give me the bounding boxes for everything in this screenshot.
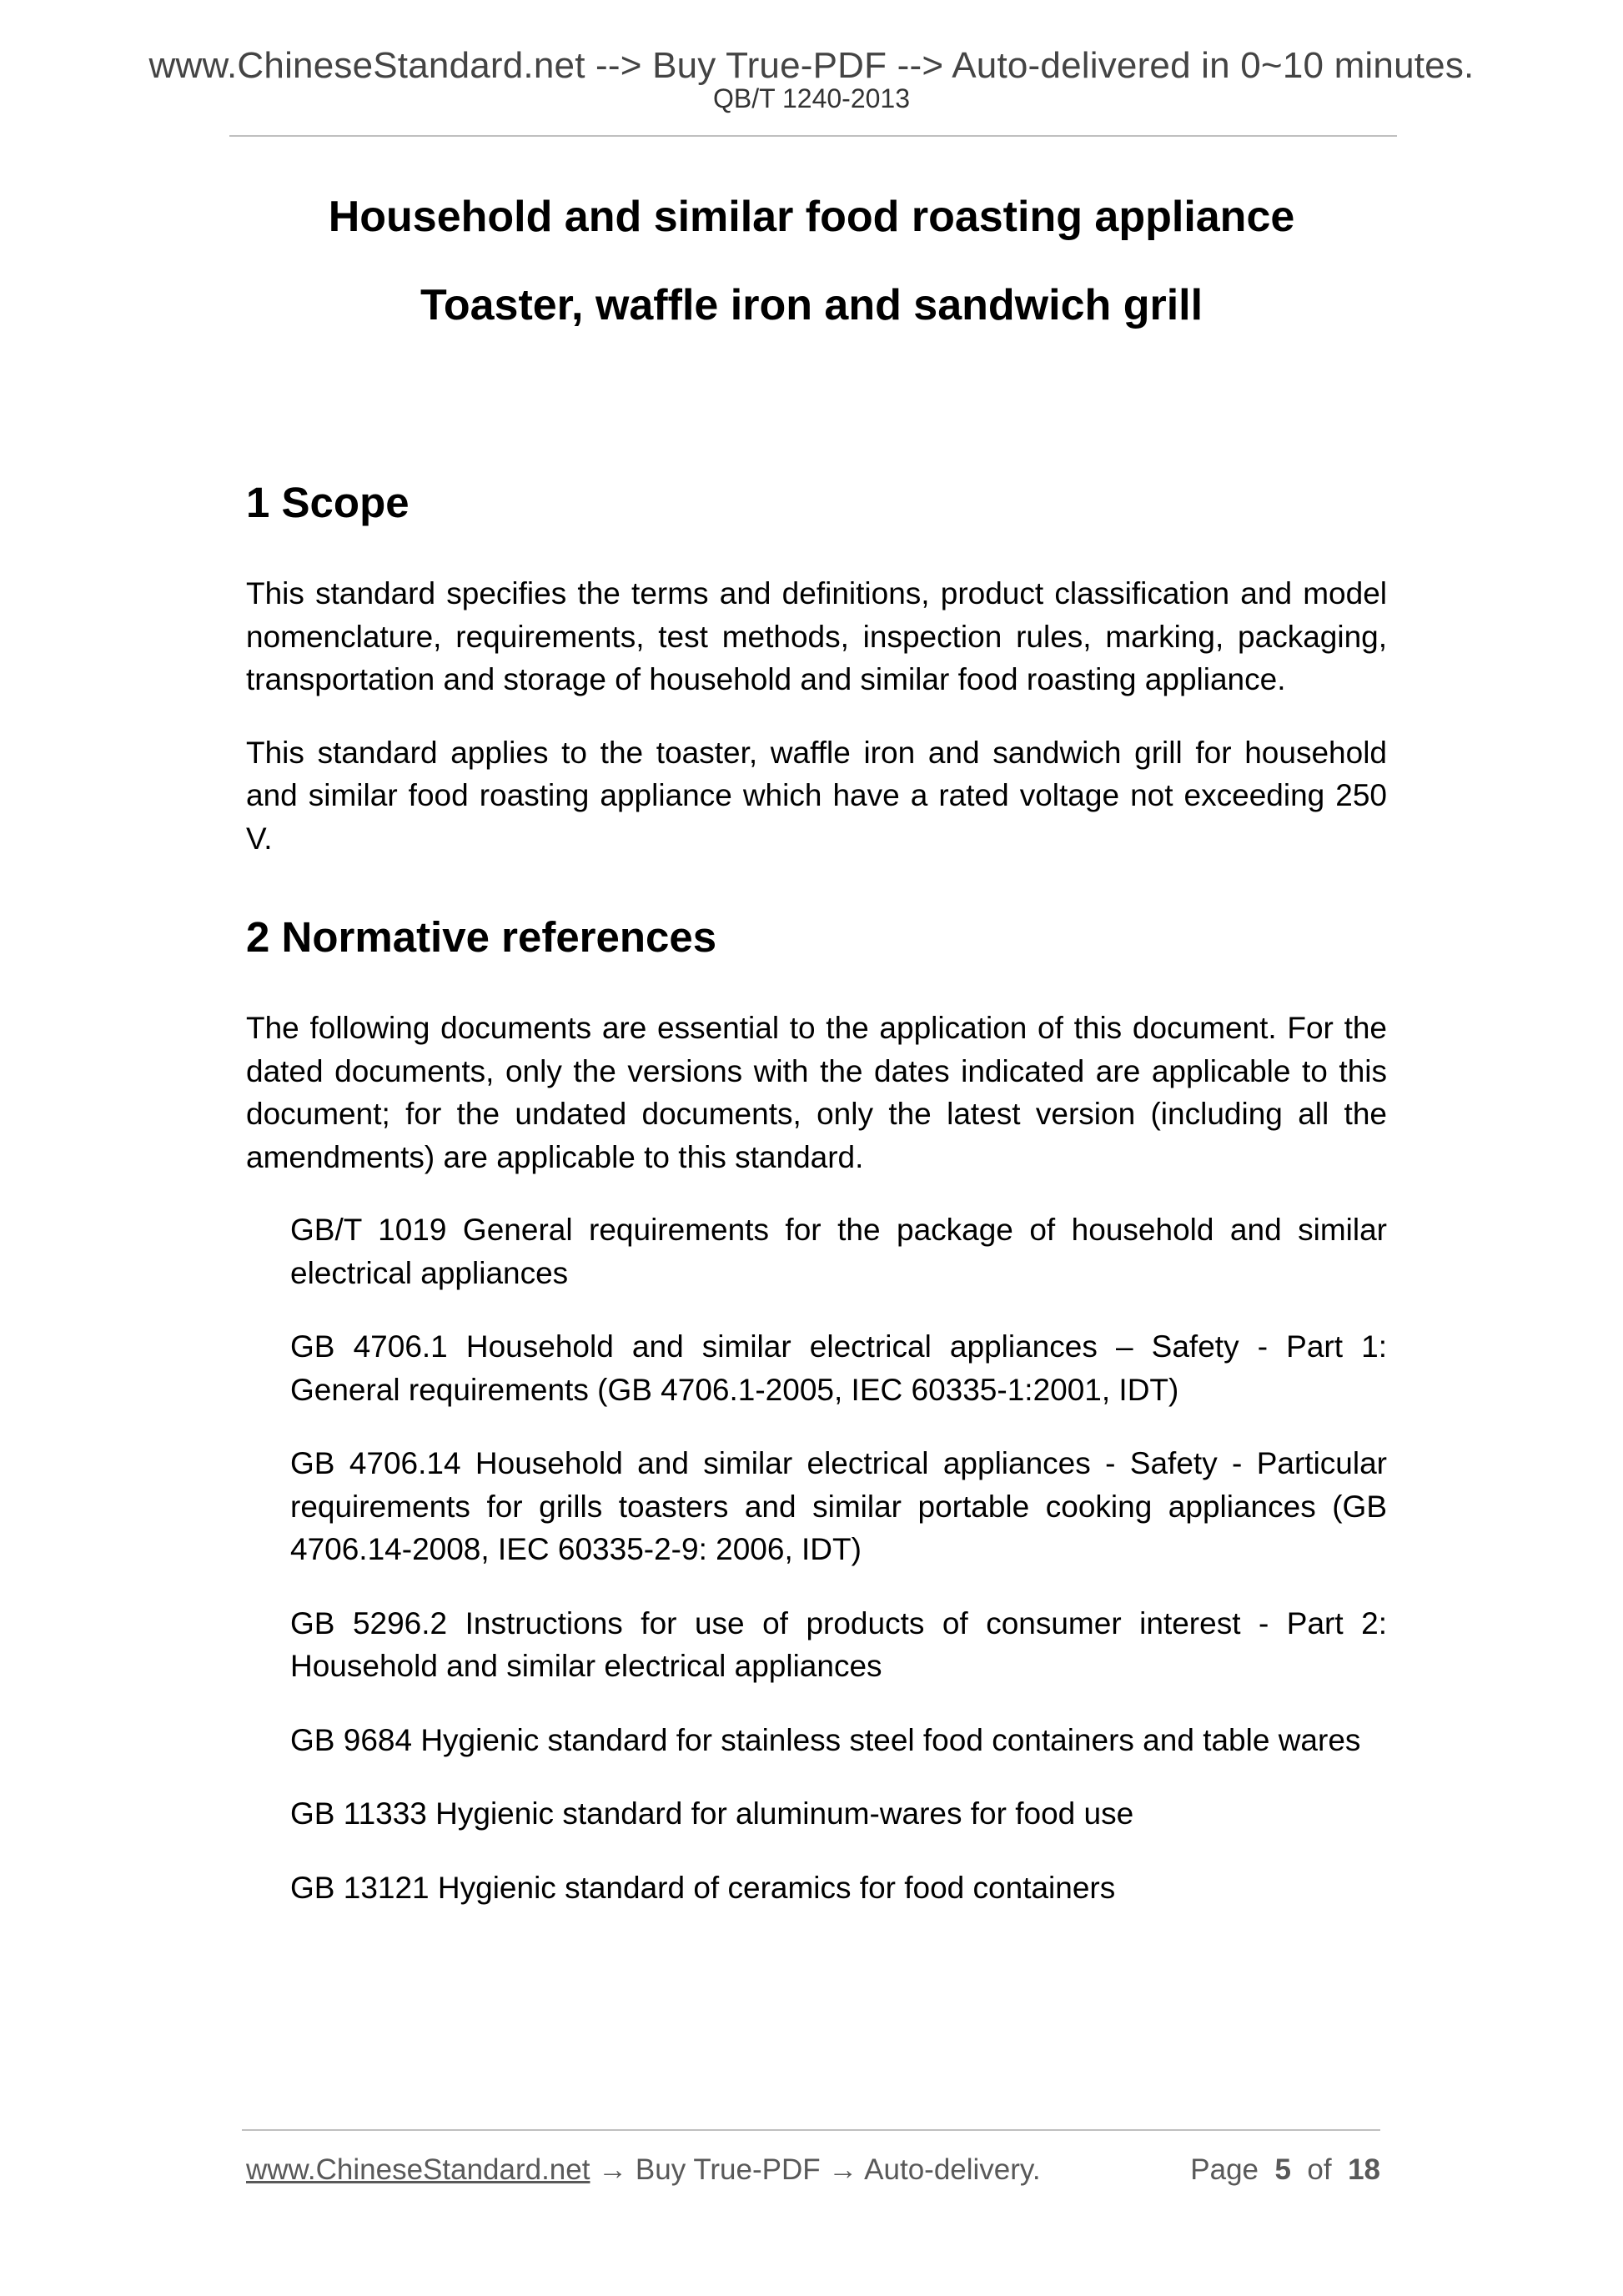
reference-item: GB 4706.1 Household and similar electrical appliances – Safety - Part 1: General requirements (GB 4706.1-2005, IEC 60335-1:2001, IDT) [290,1329,1387,1407]
section-normative-references [246,910,1387,1909]
header-divider [229,135,1397,137]
reference-item: GB 5296.2 Instructions for use of products of consumer interest - Part 2: Household and similar electrical appliances [290,1605,1387,1683]
section-heading-normative-references: 2 Normative references [246,913,717,961]
scope-paragraph-1: This standard specifies the terms and definitions, product classification and model nomenclature, requirements, test methods, inspection rules, marking, packaging, transportation and storage of household and similar food roasting appliance. [246,576,1387,696]
footer-divider [242,2129,1380,2131]
reference-item: GB 9684 Hygienic standard for stainless steel food containers and table wares [290,1722,1361,1757]
footer-website-link[interactable]: www.ChineseStandard.net [246,2153,590,2186]
reference-item: GB 4706.14 Household and similar electrical appliances - Safety - Particular requirements for grills toasters and similar portable cooking appliances (GB 4706.14-2008, IEC 60335-2-9: 2006, IDT) [290,1446,1387,1566]
page-label: Page [1190,2153,1259,2186]
page-indicator [1190,2152,1380,2188]
reference-item: GB 11333 Hygienic standard for aluminum-wares for food use [290,1796,1134,1831]
of-label: of [1307,2153,1332,2186]
reference-item: GB 13121 Hygienic standard of ceramics for food containers [290,1870,1116,1905]
document-title-line-2: Toaster, waffle iron and sandwich grill [420,281,1203,329]
scope-paragraph-2: This standard applies to the toaster, waffle iron and sandwich grill for household and similar food roasting appliance which have a rated voltage not exceeding 250 V. [246,735,1387,856]
document-title-line-1: Household and similar food roasting appliance [328,193,1295,241]
section-heading-scope: 1 Scope [246,479,410,526]
total-pages-number: 18 [1348,2153,1380,2186]
header-banner: www.ChineseStandard.net --> Buy True-PDF --> Auto-delivered in 0~10 minutes. [148,45,1475,86]
footer-left [246,2152,1041,2188]
reference-list [246,1208,1387,1909]
footer-tagline: → Buy True-PDF → Auto-delivery. [590,2153,1041,2186]
normative-references-intro: The following documents are essential to the application of this document. For the dated documents, only the versions with the dates indicated are applicable to this document; for the undated documents, only the latest version (including all the amendments) are applicable to this standard. [246,1011,1387,1174]
standard-code: QB/T 1240-2013 [712,83,910,113]
reference-item: GB/T 1019 General requirements for the package of household and similar electrical appliances [290,1213,1387,1290]
section-scope [246,475,1387,860]
current-page-number: 5 [1274,2153,1291,2186]
document-body [246,475,1387,1940]
